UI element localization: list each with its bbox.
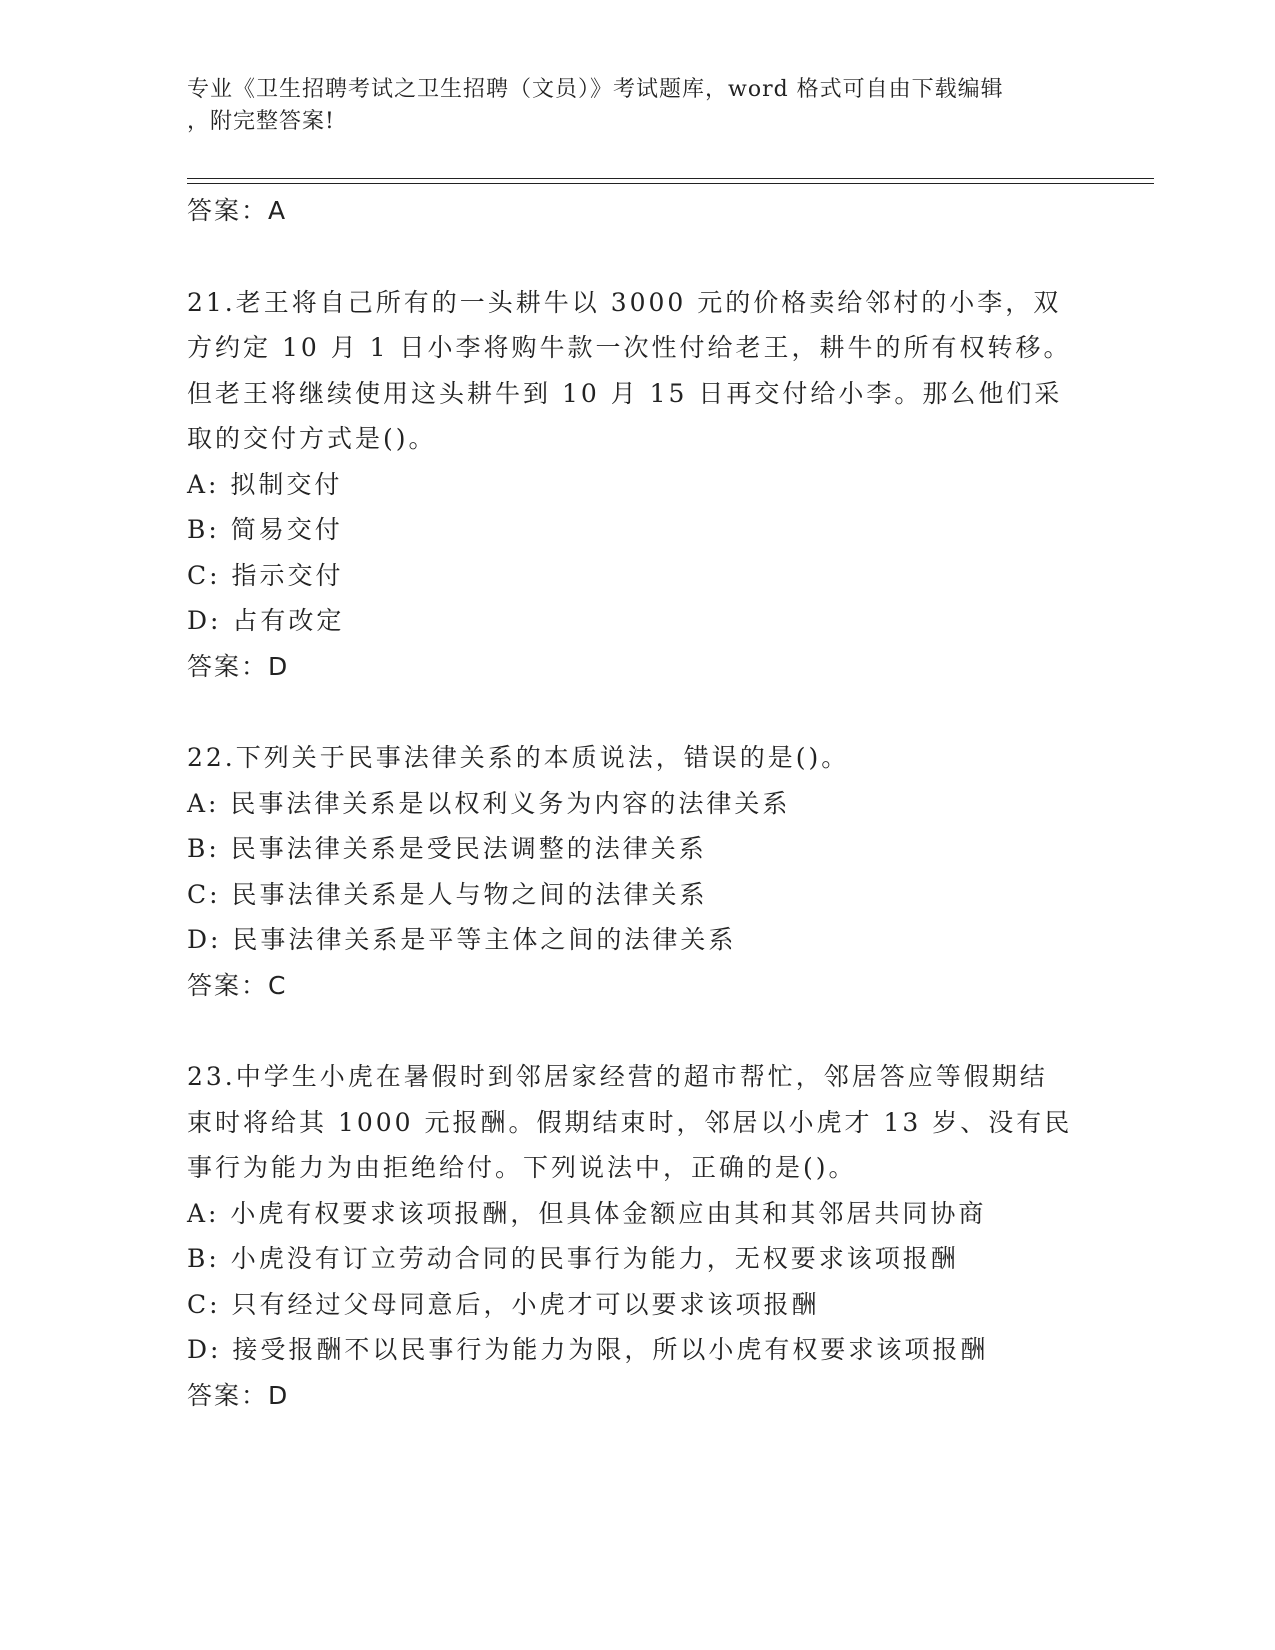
option-a: A: 拟制交付: [187, 469, 343, 499]
question-text-line: 但老王将继续使用这头耕牛到 10 月 15 日再交付给小李。那么他们采: [187, 378, 1063, 408]
spacer: [187, 1008, 1087, 1054]
answer-previous: 答案：A: [187, 196, 288, 225]
option-b: B: 民事法律关系是受民法调整的法律关系: [187, 834, 707, 863]
option-b: B: 简易交付: [187, 515, 343, 544]
option-d: D: 接受报酬不以民事行为能力为限，所以小虎有权要求该项报酬: [187, 1335, 989, 1364]
question-21: [187, 280, 1087, 690]
question-text-line: 23.中学生小虎在暑假时到邻居家经营的超市帮忙，邻居答应等假期结: [187, 1062, 1048, 1091]
page-header: [187, 74, 1087, 138]
question-text-line: 事行为能力为由拒绝给付。下列说法中，正确的是()。: [187, 1153, 857, 1182]
header-rule-top: [187, 178, 1154, 179]
question-content: [187, 188, 1087, 1418]
option-c: C: 指示交付: [187, 560, 344, 590]
question-text-line: 方约定 10 月 1 日小李将购牛款一次性付给老王，耕牛的所有权转移。: [187, 333, 1072, 362]
question-23: [187, 1054, 1087, 1418]
header-line-1: 专业《卫生招聘考试之卫生招聘（文员）》考试题库，word 格式可自由下载编辑: [187, 77, 1004, 102]
spacer: [187, 689, 1087, 735]
option-d: D: 民事法律关系是平等主体之间的法律关系: [187, 925, 737, 954]
answer-22: 答案：C: [187, 970, 288, 1000]
answer-23: 答案：D: [187, 1380, 290, 1410]
option-a: A: 小虎有权要求该项报酬，但具体金额应由其和其邻居共同协商: [187, 1198, 987, 1228]
question-text-line: 束时将给其 1000 元报酬。假期结束时，邻居以小虎才 13 岁、没有民: [187, 1107, 1073, 1137]
question-text-line: 22.下列关于民事法律关系的本质说法，错误的是()。: [187, 743, 850, 772]
header-rule-bottom: [187, 183, 1154, 184]
option-a: A: 民事法律关系是以权利义务为内容的法律关系: [187, 788, 791, 818]
question-text-line: 取的交付方式是()。: [187, 424, 437, 453]
option-c: C: 民事法律关系是人与物之间的法律关系: [187, 879, 708, 909]
spacer: [187, 234, 1087, 280]
answer-21: 答案：D: [187, 651, 290, 681]
option-b: B: 小虎没有订立劳动合同的民事行为能力，无权要求该项报酬: [187, 1244, 959, 1273]
question-22: [187, 735, 1087, 1008]
header-line-2: ，附完整答案!: [187, 109, 335, 134]
question-text-line: 21.老王将自己所有的一头耕牛以 3000 元的价格卖给邻村的小李，双: [187, 287, 1062, 317]
option-c: C: 只有经过父母同意后，小虎才可以要求该项报酬: [187, 1289, 820, 1319]
option-d: D: 占有改定: [187, 606, 345, 635]
